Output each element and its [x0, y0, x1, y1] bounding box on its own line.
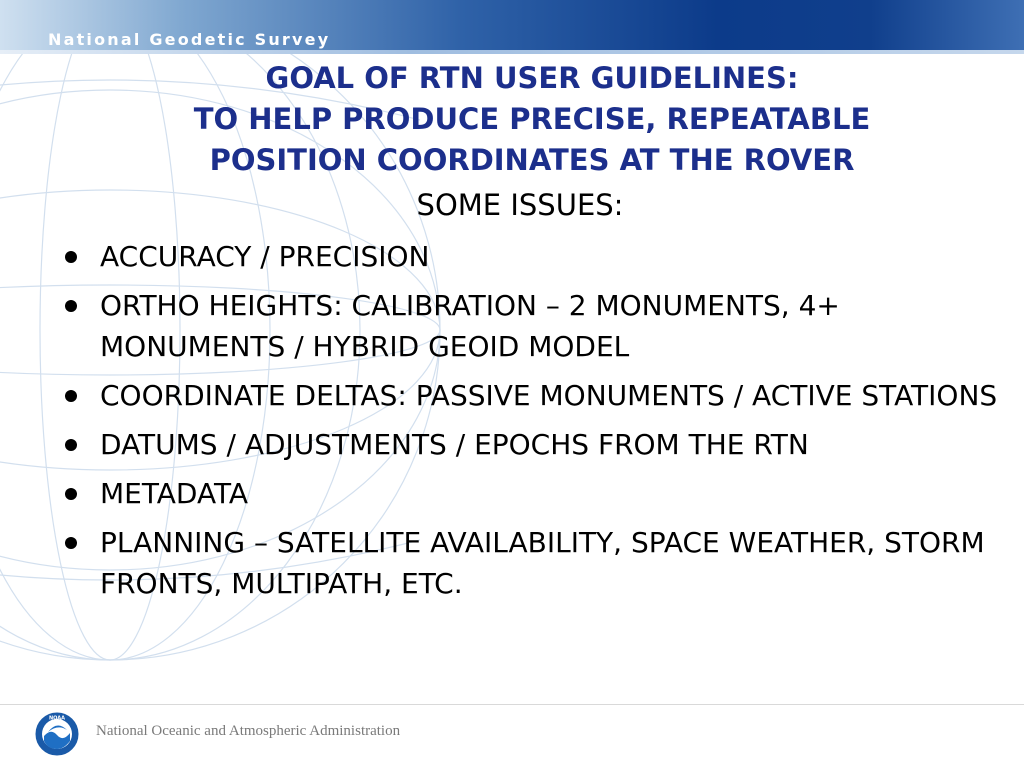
bullet-item: [60, 285, 1000, 367]
bullet-text: ORTHO HEIGHTS: CALIBRATION – 2 MONUMENTS, 4+ MONUMENTS / HYBRID GEOID MODEL: [100, 289, 840, 363]
bullet-item: [60, 375, 1000, 416]
bullet-icon: [65, 390, 77, 402]
title-line-2: TO HELP PRODUCE PRECISE, REPEATABLE: [193, 102, 871, 136]
noaa-logo-icon: [34, 711, 80, 757]
header-stripe: [0, 50, 1024, 54]
bullet-text: COORDINATE DELTAS: PASSIVE MONUMENTS / ACTIVE STATIONS: [100, 379, 998, 412]
title-line-3: POSITION COORDINATES AT THE ROVER: [209, 143, 855, 177]
svg-text:NOAA: NOAA: [48, 715, 66, 722]
bullet-text: PLANNING – SATELLITE AVAILABILITY, SPACE WEATHER, STORM FRONTS, MULTIPATH, ETC.: [100, 526, 985, 600]
bullet-icon: [65, 488, 77, 500]
slide-title: [60, 58, 1004, 181]
agency-name: National Geodetic Survey: [48, 30, 331, 49]
bullet-item: [60, 424, 1000, 465]
title-line-1: GOAL OF RTN USER GUIDELINES:: [265, 61, 799, 95]
subheading: SOME ISSUES:: [416, 188, 624, 222]
bullet-item: [60, 473, 1000, 514]
bullet-icon: [65, 251, 77, 263]
bullet-icon: [65, 300, 77, 312]
bullet-item: [60, 236, 1000, 277]
footer-divider: [0, 704, 1024, 705]
bullet-icon: [65, 439, 77, 451]
bullet-text: ACCURACY / PRECISION: [100, 240, 430, 273]
bullet-text: DATUMS / ADJUSTMENTS / EPOCHS FROM THE RTN: [100, 428, 809, 461]
bullet-list: [60, 236, 1000, 612]
bullet-icon: [65, 537, 77, 549]
bullet-text: METADATA: [100, 477, 249, 510]
bullet-item: [60, 522, 1000, 604]
footer-organization: National Oceanic and Atmospheric Administration: [96, 723, 401, 739]
